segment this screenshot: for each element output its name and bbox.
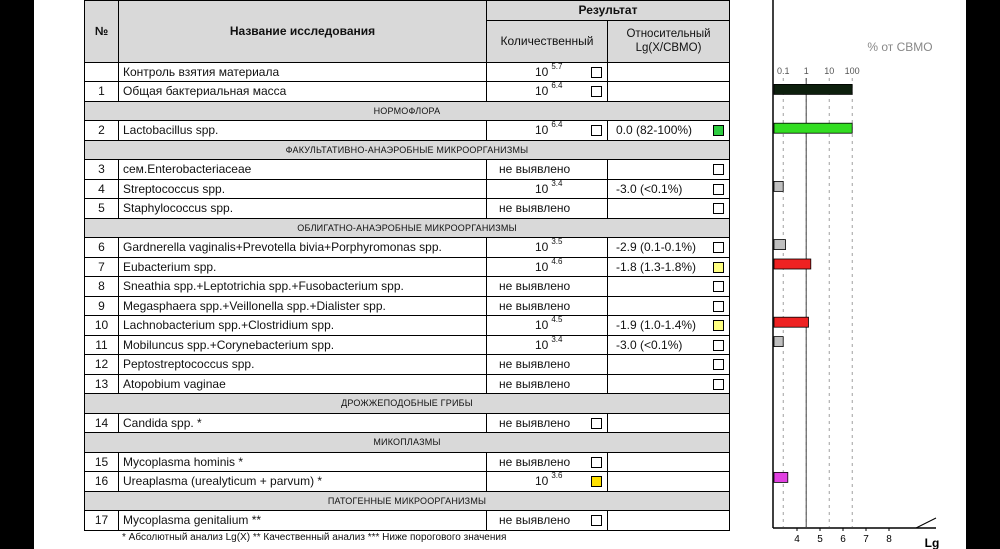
bar-row-10 [774, 317, 809, 327]
relative-cell [608, 413, 730, 433]
test-name: Megasphaera spp.+Veillonella spp.+Dialister spp. [119, 296, 487, 316]
bar-row-6 [774, 240, 786, 250]
relative-indicator-box [713, 281, 724, 292]
not-detected-text: не выявлено [499, 415, 571, 430]
relative-indicator-box [713, 320, 724, 331]
quantitative-cell [487, 355, 608, 375]
test-name: Staphylococcus spp. [119, 199, 487, 219]
section-label: ФАКУЛЬТАТИВНО-АНАЭРОБНЫЕ МИКРООРГАНИЗМЫ [85, 140, 730, 160]
quantitative-value [535, 237, 563, 254]
section-row [85, 491, 730, 511]
relative-cell [608, 238, 730, 258]
bottom-tick-label: 6 [840, 534, 846, 545]
table-row [85, 160, 730, 180]
chart-title: % от СВМО [867, 40, 933, 54]
quantitative-cell [487, 472, 608, 492]
row-number: 7 [85, 257, 119, 277]
row-number: 1 [85, 82, 119, 102]
relative-cell [608, 316, 730, 336]
quantitative-cell [487, 257, 608, 277]
relative-value: -1.9 (1.0-1.4%) [616, 318, 697, 332]
test-name: Gardnerella vaginalis+Prevotella bivia+Porphyromonas spp. [119, 238, 487, 258]
bottom-tick-label: 4 [794, 534, 800, 545]
section-label: ОБЛИГАТНО-АНАЭРОБНЫЕ МИКРООРГАНИЗМЫ [85, 218, 730, 238]
section-label: ДРОЖЖЕПОДОБНЫЕ ГРИБЫ [85, 394, 730, 414]
table-row [85, 199, 730, 219]
row-number: 5 [85, 199, 119, 219]
relative-cell [608, 121, 730, 141]
relative-indicator-box [713, 301, 724, 312]
not-detected-text: не выявлено [499, 279, 571, 293]
table-row [85, 335, 730, 355]
bottom-tick-label: 7 [863, 534, 869, 545]
row-number: 11 [85, 335, 119, 355]
relative-cell [608, 277, 730, 297]
row-number: 16 [85, 472, 119, 492]
quantitative-cell [487, 374, 608, 394]
value-base: 10 [535, 64, 549, 79]
relative-value: 0.0 (82-100%) [616, 123, 693, 137]
relative-cell [608, 199, 730, 219]
quantitative-value [535, 256, 563, 274]
relative-cell [608, 472, 730, 492]
relative-cell [608, 452, 730, 472]
test-name: Sneathia spp.+Leptotrichia spp.+Fusobacterium spp. [119, 277, 487, 297]
quantitative-cell [487, 121, 608, 141]
row-number: 17 [85, 511, 119, 531]
bar-row-1 [774, 84, 852, 94]
row-number: 13 [85, 374, 119, 394]
top-tick-label: 100 [844, 66, 860, 76]
relative-indicator-box [713, 242, 724, 253]
not-detected-text: не выявлено [499, 357, 571, 371]
test-name: Lachnobacterium spp.+Clostridium spp. [119, 316, 487, 336]
quantitative-cell [487, 199, 608, 219]
quantitative-indicator-box [591, 67, 602, 78]
value-exponent: 4.5 [551, 315, 563, 324]
test-name: Ureaplasma (urealyticum + parvum) * [119, 472, 487, 492]
quantitative-cell [487, 160, 608, 180]
bottom-tick-label: 8 [886, 534, 892, 545]
top-tick-label: 10 [824, 66, 835, 76]
row-number: 8 [85, 277, 119, 297]
table-row [85, 257, 730, 277]
quantitative-value [535, 61, 563, 79]
bar-row-7 [774, 259, 811, 269]
value-exponent: 5.7 [551, 61, 563, 71]
relative-indicator-box [713, 359, 724, 370]
relative-indicator-box [713, 184, 724, 195]
row-number: 15 [85, 452, 119, 472]
table-row [85, 316, 730, 336]
quantitative-value [535, 81, 563, 98]
table-row [85, 62, 730, 82]
section-label: НОРМОФЛОРА [85, 101, 730, 121]
test-name: Mycoplasma genitalium ** [119, 511, 487, 531]
quantitative-indicator-box [591, 515, 602, 526]
section-row [85, 394, 730, 414]
quantitative-cell [487, 238, 608, 258]
not-detected-text: не выявлено [499, 162, 571, 176]
value-exponent: 3.4 [551, 178, 563, 188]
row-number [85, 62, 119, 82]
not-detected-text: не выявлено [499, 376, 571, 391]
quantitative-cell [487, 413, 608, 433]
bottom-tick-label: 5 [817, 534, 823, 545]
relative-cell [608, 374, 730, 394]
bar-row-11 [774, 337, 783, 347]
value-exponent: 4.6 [551, 256, 563, 266]
chart-axis-arrow [916, 518, 936, 528]
test-name: Контроль взятия материала [119, 62, 487, 82]
value-base: 10 [535, 181, 549, 196]
row-number: 6 [85, 238, 119, 258]
footnote: * Абсолютный анализ Lg(X) ** Качественный анализ *** Ниже порогового значения [122, 532, 507, 543]
section-row [85, 433, 730, 453]
value-base: 10 [535, 318, 549, 332]
table-row [85, 472, 730, 492]
table-row [85, 296, 730, 316]
section-row [85, 218, 730, 238]
relative-cell [608, 82, 730, 102]
test-name: Mobiluncus spp.+Corynebacterium spp. [119, 335, 487, 355]
test-name: Streptococcus spp. [119, 179, 487, 199]
quantitative-cell [487, 296, 608, 316]
test-name: сем.Enterobacteriaceae [119, 160, 487, 180]
relative-indicator-box [713, 125, 724, 136]
test-name: Peptostreptococcus spp. [119, 355, 487, 375]
section-row [85, 140, 730, 160]
quantitative-indicator-box [591, 457, 602, 468]
value-base: 10 [535, 240, 549, 254]
relative-indicator-box [713, 379, 724, 390]
test-name: Общая бактериальная масса [119, 82, 487, 102]
value-exponent: 6.4 [551, 81, 563, 90]
value-base: 10 [535, 337, 549, 352]
top-tick-label: 1 [803, 66, 809, 76]
bar-row-2 [774, 123, 852, 133]
section-row [85, 101, 730, 121]
quantitative-cell [487, 511, 608, 531]
test-name: Atopobium vaginae [119, 374, 487, 394]
quantitative-indicator-box [591, 476, 602, 487]
quantitative-value [535, 120, 563, 137]
header-name: Название исследования [119, 1, 487, 63]
table-row [85, 511, 730, 531]
bar-row-16 [774, 472, 788, 482]
row-number: 2 [85, 121, 119, 141]
value-base: 10 [535, 123, 549, 137]
quantitative-value [535, 471, 563, 488]
quantitative-value [535, 178, 563, 196]
relative-value: -3.0 (<0.1%) [616, 181, 683, 196]
value-exponent: 3.4 [551, 334, 563, 344]
row-number: 3 [85, 160, 119, 180]
quantitative-indicator-box [591, 418, 602, 429]
not-detected-text: не выявлено [499, 513, 571, 527]
value-base: 10 [535, 259, 549, 274]
value-base: 10 [535, 84, 549, 98]
table-row [85, 452, 730, 472]
row-number: 14 [85, 413, 119, 433]
table-row [85, 179, 730, 199]
value-exponent: 3.6 [551, 471, 563, 480]
quantitative-cell [487, 179, 608, 199]
quantitative-cell [487, 62, 608, 82]
table-row [85, 82, 730, 102]
value-exponent: 3.5 [551, 237, 563, 246]
table-row [85, 277, 730, 297]
table-row [85, 413, 730, 433]
relative-value: -1.8 (1.3-1.8%) [616, 259, 697, 274]
relative-indicator-box [713, 262, 724, 273]
section-label: МИКОПЛАЗМЫ [85, 433, 730, 453]
not-detected-text: не выявлено [499, 201, 571, 215]
not-detected-text: не выявлено [499, 298, 571, 313]
table-row [85, 374, 730, 394]
table-row [85, 355, 730, 375]
bar-chart [772, 0, 940, 549]
value-exponent: 6.4 [551, 120, 563, 129]
quantitative-cell [487, 277, 608, 297]
header-num: № [85, 1, 119, 63]
top-tick-label: 0.1 [776, 66, 790, 76]
table-row [85, 121, 730, 141]
row-number: 12 [85, 355, 119, 375]
test-name: Mycoplasma hominis * [119, 452, 487, 472]
header-result: Результат [487, 1, 730, 21]
test-name: Lactobacillus spp. [119, 121, 487, 141]
header-relative: Относительный Lg(X/СВМО) [608, 20, 730, 62]
row-number: 10 [85, 316, 119, 336]
relative-indicator-box [713, 340, 724, 351]
not-detected-text: не выявлено [499, 454, 571, 469]
quantitative-value [535, 334, 563, 352]
relative-indicator-box [713, 164, 724, 175]
bar-row-4 [774, 181, 783, 191]
quantitative-cell [487, 316, 608, 336]
results-table [84, 0, 730, 531]
quantitative-indicator-box [591, 86, 602, 97]
relative-cell [608, 355, 730, 375]
relative-value: -3.0 (<0.1%) [616, 337, 683, 352]
relative-cell [608, 335, 730, 355]
relative-cell [608, 62, 730, 82]
table-row [85, 238, 730, 258]
value-base: 10 [535, 474, 549, 488]
relative-cell [608, 179, 730, 199]
quantitative-cell [487, 82, 608, 102]
relative-indicator-box [713, 203, 724, 214]
test-name: Candida spp. * [119, 413, 487, 433]
x-axis-label: Lg [924, 536, 940, 549]
relative-value: -2.9 (0.1-0.1%) [616, 240, 697, 254]
quantitative-cell [487, 452, 608, 472]
relative-cell [608, 511, 730, 531]
row-number: 4 [85, 179, 119, 199]
quantitative-indicator-box [591, 125, 602, 136]
quantitative-value [535, 315, 563, 332]
relative-cell [608, 257, 730, 277]
relative-cell [608, 160, 730, 180]
row-number: 9 [85, 296, 119, 316]
section-label: ПАТОГЕННЫЕ МИКРООРГАНИЗМЫ [85, 491, 730, 511]
relative-cell [608, 296, 730, 316]
quantitative-cell [487, 335, 608, 355]
header-quantitative: Количественный [487, 20, 608, 62]
test-name: Eubacterium spp. [119, 257, 487, 277]
